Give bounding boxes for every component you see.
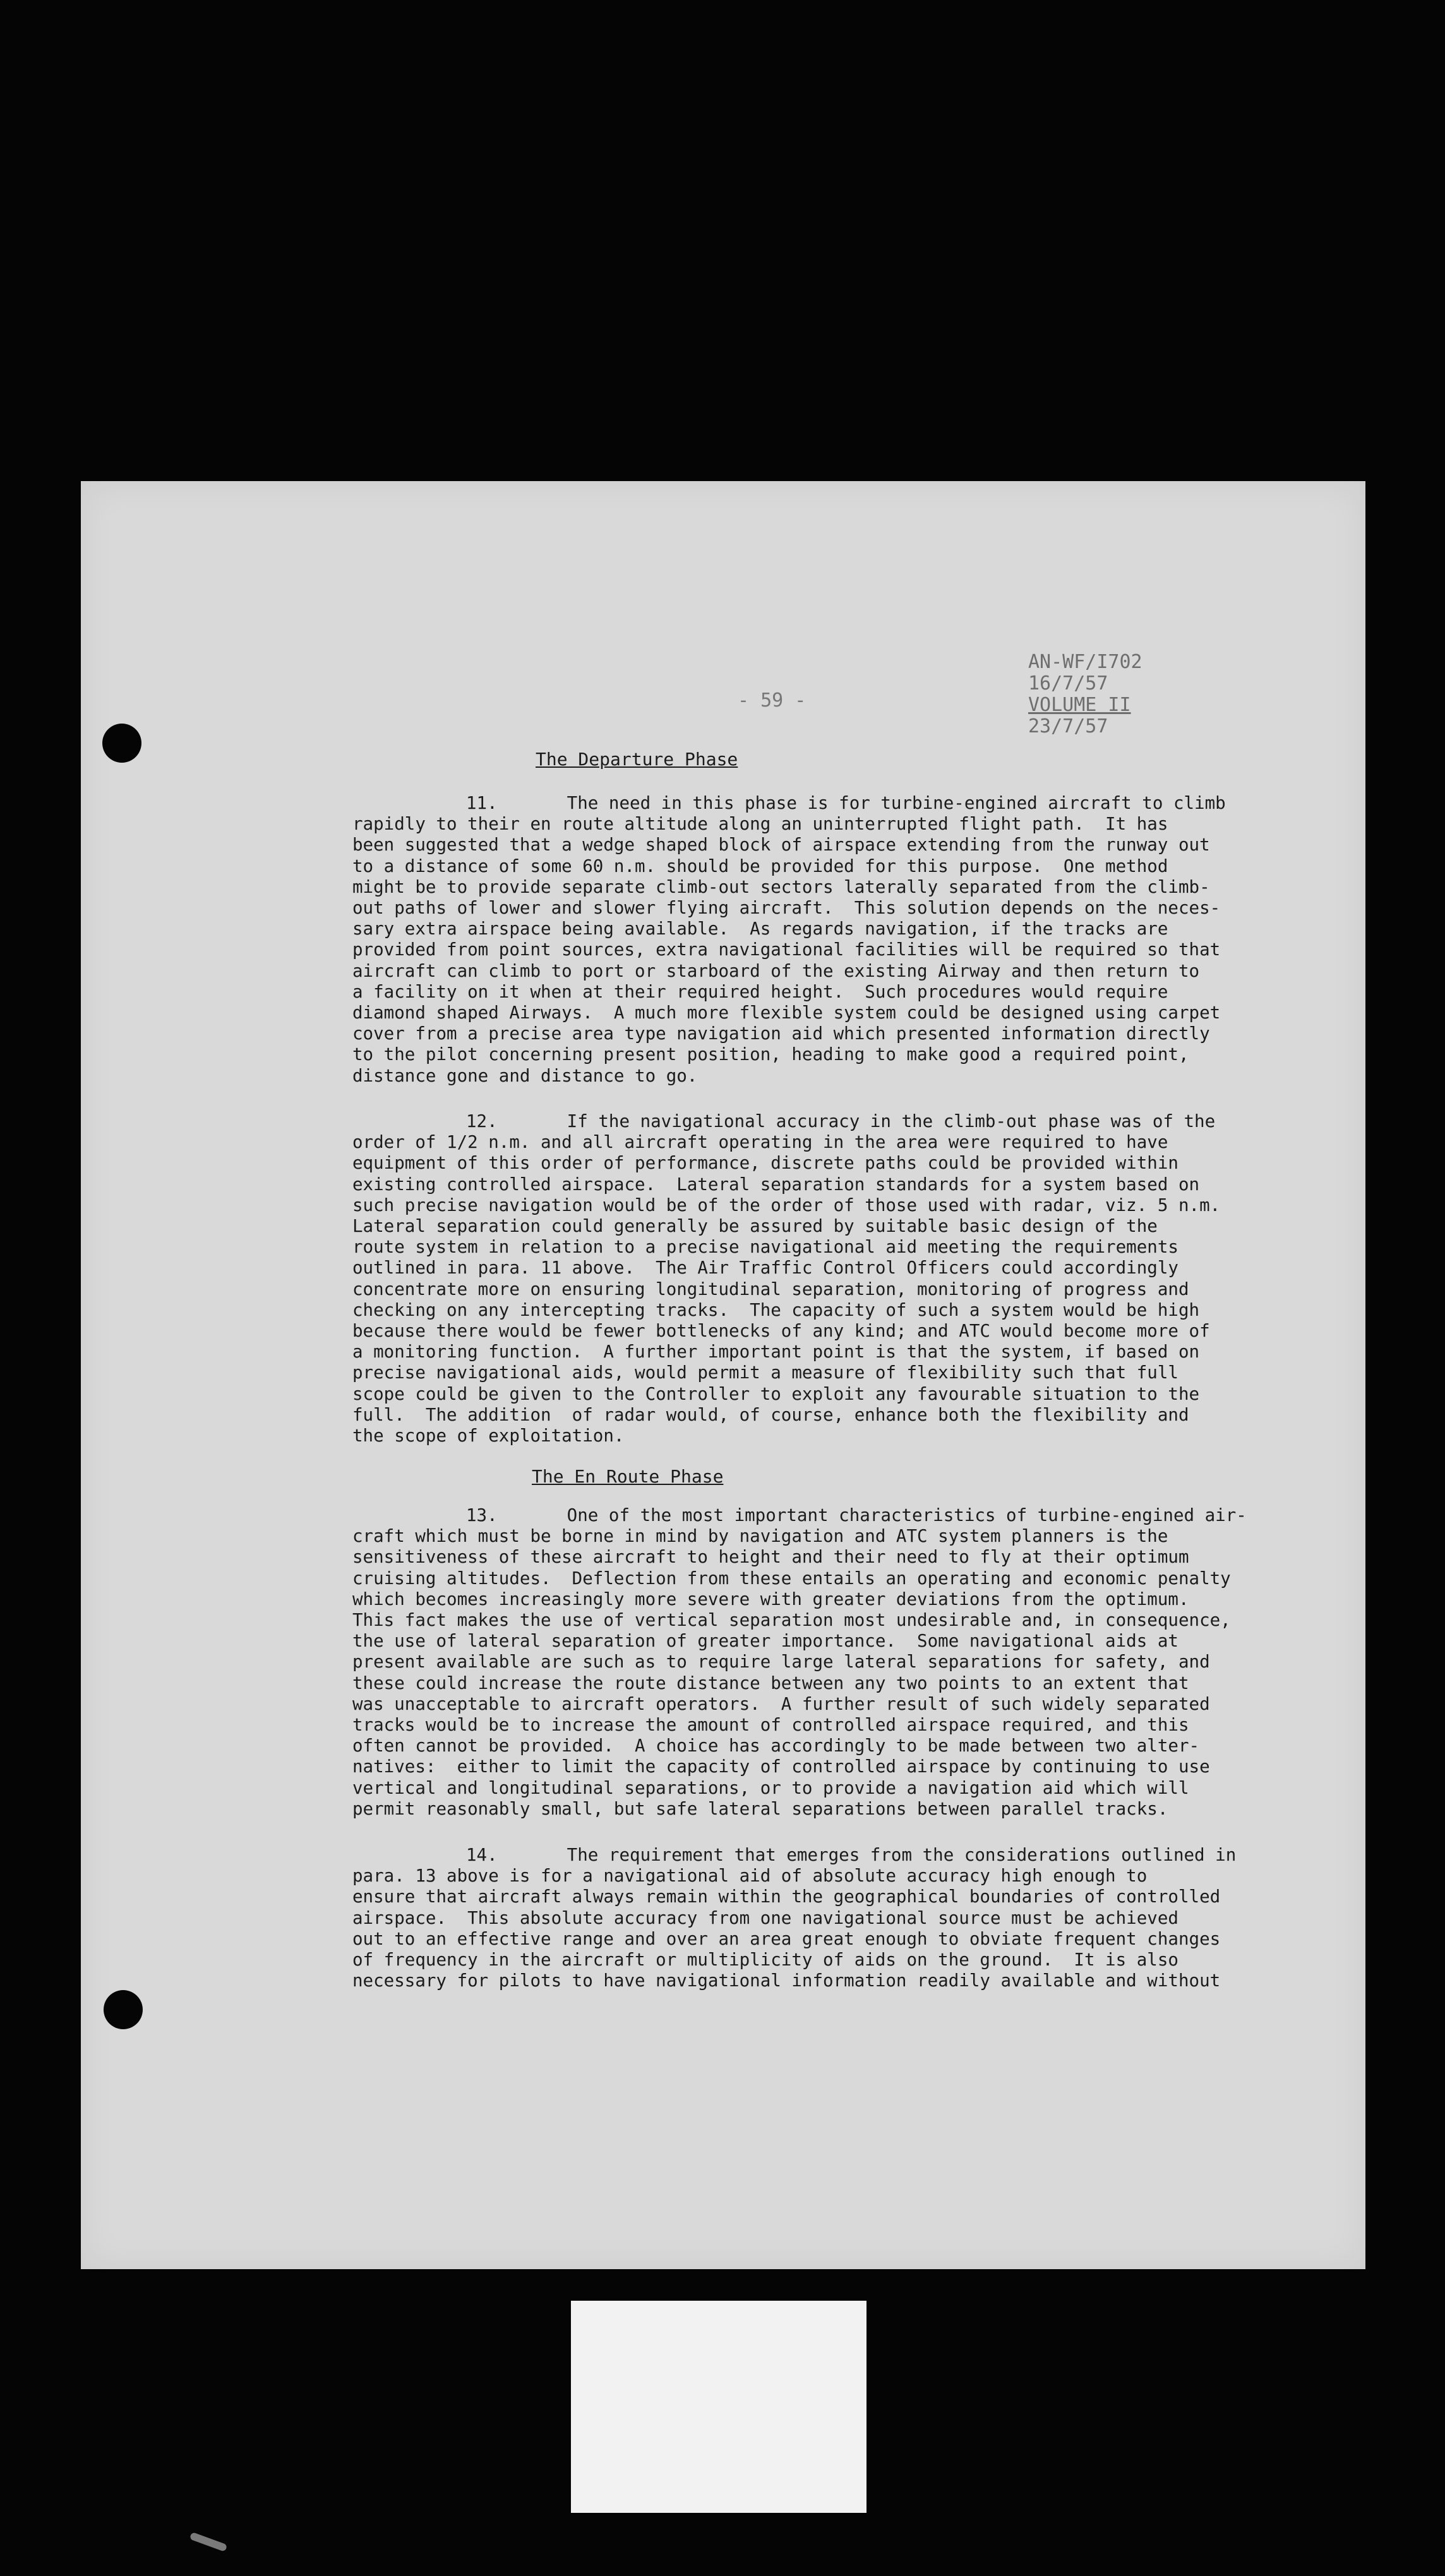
volume-label: VOLUME II xyxy=(1028,694,1131,716)
paragraph-line: cruising altitudes. Deflection from these entails an operating and economic penalty xyxy=(352,1568,1231,1589)
revision-date: 23/7/57 xyxy=(1028,715,1108,737)
section-heading-departure: The Departure Phase xyxy=(536,749,738,770)
paragraph-line: 13. One of the most important characteristics of turbine-engined air- xyxy=(466,1505,1247,1525)
paragraph-11 xyxy=(352,793,1338,1087)
paragraph-line: to a distance of some 60 n.m. should be provided for this purpose. One method xyxy=(352,856,1168,876)
paragraph-line: craft which must be borne in mind by navigation and ATC system planners is the xyxy=(352,1526,1168,1547)
paragraph-line: 12. If the navigational accuracy in the climb-out phase was of the xyxy=(466,1111,1216,1131)
paragraph-line: necessary for pilots to have navigational information readily available and without xyxy=(352,1971,1221,1991)
paragraph-line: rapidly to their en route altitude along an uninterrupted flight path. It has xyxy=(352,814,1168,835)
paragraph-line: which becomes increasingly more severe with greater deviations from the optimum. xyxy=(352,1589,1189,1609)
paragraph-line: existing controlled airspace. Lateral separation standards for a system based on xyxy=(352,1174,1200,1195)
page-number: - 59 - xyxy=(738,689,806,712)
section-heading-en-route: The En Route Phase xyxy=(532,1466,724,1487)
paragraph-line: because there would be fewer bottlenecks of any kind; and ATC would become more of xyxy=(352,1321,1210,1342)
paragraph-line: these could increase the route distance between any two points to an extent that xyxy=(352,1673,1189,1693)
reference-code: AN-WF/I702 xyxy=(1028,651,1142,673)
paragraph-line: such precise navigation would be of the order of those used with radar, viz. 5 n.m. xyxy=(352,1195,1221,1215)
paragraph-line: aircraft can climb to port or starboard of the existing Airway and then return to xyxy=(352,960,1200,981)
paragraph-12 xyxy=(352,1111,1338,1446)
paragraph-line: full. The addition of radar would, of course, enhance both the flexibility and xyxy=(352,1404,1189,1425)
paragraph-line: present available are such as to require large lateral separations for safety, and xyxy=(352,1652,1210,1673)
paragraph-line: ensure that aircraft always remain within the geographical boundaries of controlled xyxy=(352,1887,1221,1907)
paragraph-line: of frequency in the aircraft or multiplicity of aids on the ground. It is also xyxy=(352,1950,1178,1971)
paragraph-line: 11. The need in this phase is for turbine-engined aircraft to climb xyxy=(466,793,1226,813)
paragraph-line: a facility on it when at their required height. Such procedures would require xyxy=(352,981,1168,1002)
document-page xyxy=(81,481,1365,2269)
paragraph-line: to the pilot concerning present position, heading to make good a required point, xyxy=(352,1044,1189,1065)
paragraph-number: 12. xyxy=(466,1111,498,1131)
paragraph-line: out to an effective range and over an area great enough to obviate frequent changes xyxy=(352,1928,1221,1949)
paragraph-number: 14. xyxy=(466,1845,498,1865)
punch-hole-top xyxy=(102,724,141,763)
microfilm-target-box xyxy=(571,2301,866,2513)
paragraph-13 xyxy=(352,1505,1338,1820)
punch-hole-bottom xyxy=(104,1990,143,2029)
paragraph-line: precise navigational aids, would permit a measure of flexibility such that full xyxy=(352,1363,1178,1383)
paragraph-line: vertical and longitudinal separations, or to provide a navigation aid which will xyxy=(352,1777,1189,1798)
paragraph-line: This fact makes the use of vertical separation most undesirable and, in consequence, xyxy=(352,1610,1231,1631)
paragraph-line: sensitiveness of these aircraft to height and their need to fly at their optimum xyxy=(352,1547,1189,1568)
paragraph-line: order of 1/2 n.m. and all aircraft operating in the area were required to have xyxy=(352,1132,1168,1153)
paragraph-line: often cannot be provided. A choice has accordingly to be made between two alter- xyxy=(352,1736,1200,1756)
paragraph-line: checking on any intercepting tracks. The capacity of such a system would be high xyxy=(352,1299,1200,1320)
paragraph-line: para. 13 above is for a navigational aid of absolute accuracy high enough to xyxy=(352,1866,1148,1887)
paragraph-line: the use of lateral separation of greater importance. Some navigational aids at xyxy=(352,1631,1178,1652)
paragraph-line: provided from point sources, extra navigational facilities will be required so that xyxy=(352,939,1221,960)
paragraph-line: the scope of exploitation. xyxy=(352,1426,625,1446)
paragraph-line: permit reasonably small, but safe lateral separations between parallel tracks. xyxy=(352,1798,1168,1819)
paragraph-line: airspace. This absolute accuracy from one navigational source must be achieved xyxy=(352,1907,1178,1928)
paragraph-line: distance gone and distance to go. xyxy=(352,1065,698,1086)
paragraph-line: outlined in para. 11 above. The Air Traffic Control Officers could accordingly xyxy=(352,1258,1178,1279)
paragraph-line: tracks would be to increase the amount of controlled airspace required, and this xyxy=(352,1715,1189,1736)
paragraph-line: route system in relation to a precise navigational aid meeting the requirements xyxy=(352,1237,1178,1258)
paragraph-line: sary extra airspace being available. As regards navigation, if the tracks are xyxy=(352,919,1168,939)
paragraph-line: was unacceptable to aircraft operators. A further result of such widely separated xyxy=(352,1693,1210,1714)
paragraph-line: cover from a precise area type navigation aid which presented information directly xyxy=(352,1023,1210,1044)
document-reference-block xyxy=(1028,652,1218,737)
paragraph-line: been suggested that a wedge shaped block of airspace extending from the runway out xyxy=(352,835,1210,856)
paragraph-line: Lateral separation could generally be assured by suitable basic design of the xyxy=(352,1216,1158,1237)
paragraph-line: a monitoring function. A further important point is that the system, if based on xyxy=(352,1342,1200,1363)
paragraph-line: might be to provide separate climb-out sectors laterally separated from the climb- xyxy=(352,876,1210,897)
film-scratch-mark xyxy=(189,2532,227,2552)
paragraph-line: 14. The requirement that emerges from the considerations outlined in xyxy=(466,1845,1237,1865)
paragraph-14 xyxy=(352,1845,1338,1991)
paragraph-number: 13. xyxy=(466,1505,498,1525)
reference-date: 16/7/57 xyxy=(1028,672,1108,695)
paragraph-line: scope could be given to the Controller to exploit any favourable situation to the xyxy=(352,1383,1200,1404)
paragraph-line: concentrate more on ensuring longitudinal separation, monitoring of progress and xyxy=(352,1279,1189,1299)
paragraph-line: diamond shaped Airways. A much more flexible system could be designed using carpet xyxy=(352,1003,1221,1023)
paragraph-line: natives: either to limit the capacity of controlled airspace by continuing to use xyxy=(352,1756,1210,1777)
paragraph-line: out paths of lower and slower flying aircraft. This solution depends on the neces- xyxy=(352,898,1221,919)
paragraph-line: equipment of this order of performance, discrete paths could be provided within xyxy=(352,1153,1178,1174)
paragraph-number: 11. xyxy=(466,793,498,813)
